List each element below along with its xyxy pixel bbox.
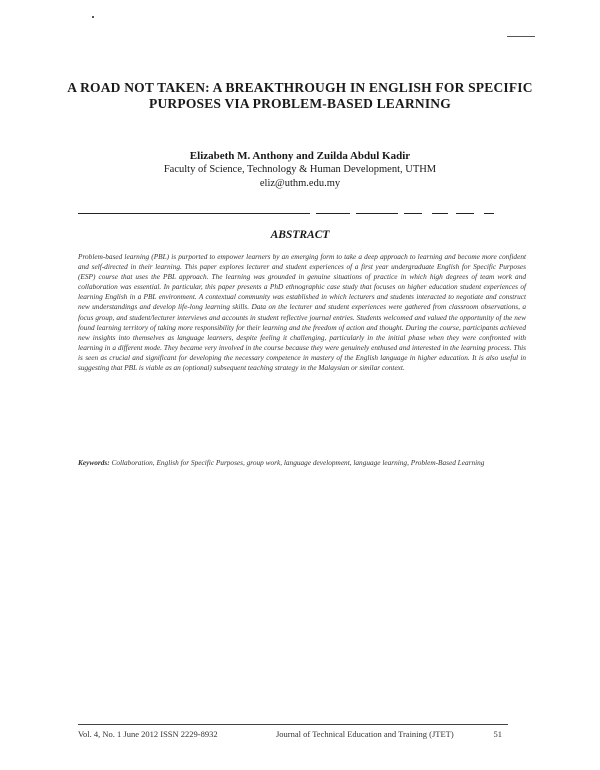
- footer-journal-name: Journal of Technical Education and Training (JTET): [276, 729, 454, 739]
- footer-rule: [78, 724, 508, 725]
- header-rule: [432, 213, 448, 214]
- footer-page-number: 51: [493, 729, 502, 739]
- header-rule: [356, 213, 398, 214]
- paper-title: A ROAD NOT TAKEN: A BREAKTHROUGH IN ENGLISH FOR SPECIFIC PURPOSES VIA PROBLEM-BASED LEARNING: [67, 80, 533, 111]
- keywords-list: Collaboration, English for Specific Purposes, group work, language development, language learning, Problem-Based Learning: [111, 458, 485, 467]
- keywords: [78, 458, 526, 468]
- header-rule: [316, 213, 350, 214]
- scan-mark: [92, 16, 94, 18]
- abstract-text: Problem-based learning (PBL) is purported to empower learners by an emerging form to take a deep approach to learning and become more confident and self-directed in their learning. This paper explores lecturer and student experiences of a first year undergraduate English for Specific Purposes (ESP) course that uses the PBL approach. The learning was grounded in genuine situations of practice in which high degrees of team work and collaboration was essential. In particular, this paper presents a PhD ethnographic case study that focuses on higher education student experiences of learning English in a PBL environment. A contextual community was established in which lecturers and students interacted to negotiate and construct new understandings and develop life-long learning skills. Data on the lecturer and student experiences were gathered from classroom observations, a focus group, and student/lecturer interviews and accounts in student reflective journal entries. Students welcomed and valued the opportunity of the new found learning territory of taking more responsibility for their learning and the freedom of action and thought. During the course, participants achieved new insights into themselves as language learners, despite feeling it challenging, particularly in the initial phase when they were confronted with learning in a different mode. They became very involved in the course because they were genuinely enthused and interested in the learning process. This is seen as crucial and significant for developing the necessary competence in mastery of the English language in higher education. It is also useful in suggesting that PBL is viable as an (optional) subsequent teaching strategy in the Malaysian or similar context.: [78, 252, 526, 373]
- paper-authors: Elizabeth M. Anthony and Zuilda Abdul Kadir: [189, 150, 411, 162]
- header-rule: [404, 213, 422, 214]
- header-rule: [456, 213, 474, 214]
- header-rule: [78, 213, 310, 214]
- header-rule: [484, 213, 494, 214]
- abstract-heading: ABSTRACT: [270, 229, 330, 241]
- author-email: eliz@uthm.edu.my: [259, 178, 341, 189]
- scan-mark: [507, 36, 535, 37]
- author-affiliation: Faculty of Science, Technology & Human Development, UTHM: [163, 164, 437, 175]
- keywords-label: Keywords:: [78, 458, 110, 467]
- footer-volume-info: Vol. 4, No. 1 June 2012 ISSN 2229-8932: [78, 729, 218, 739]
